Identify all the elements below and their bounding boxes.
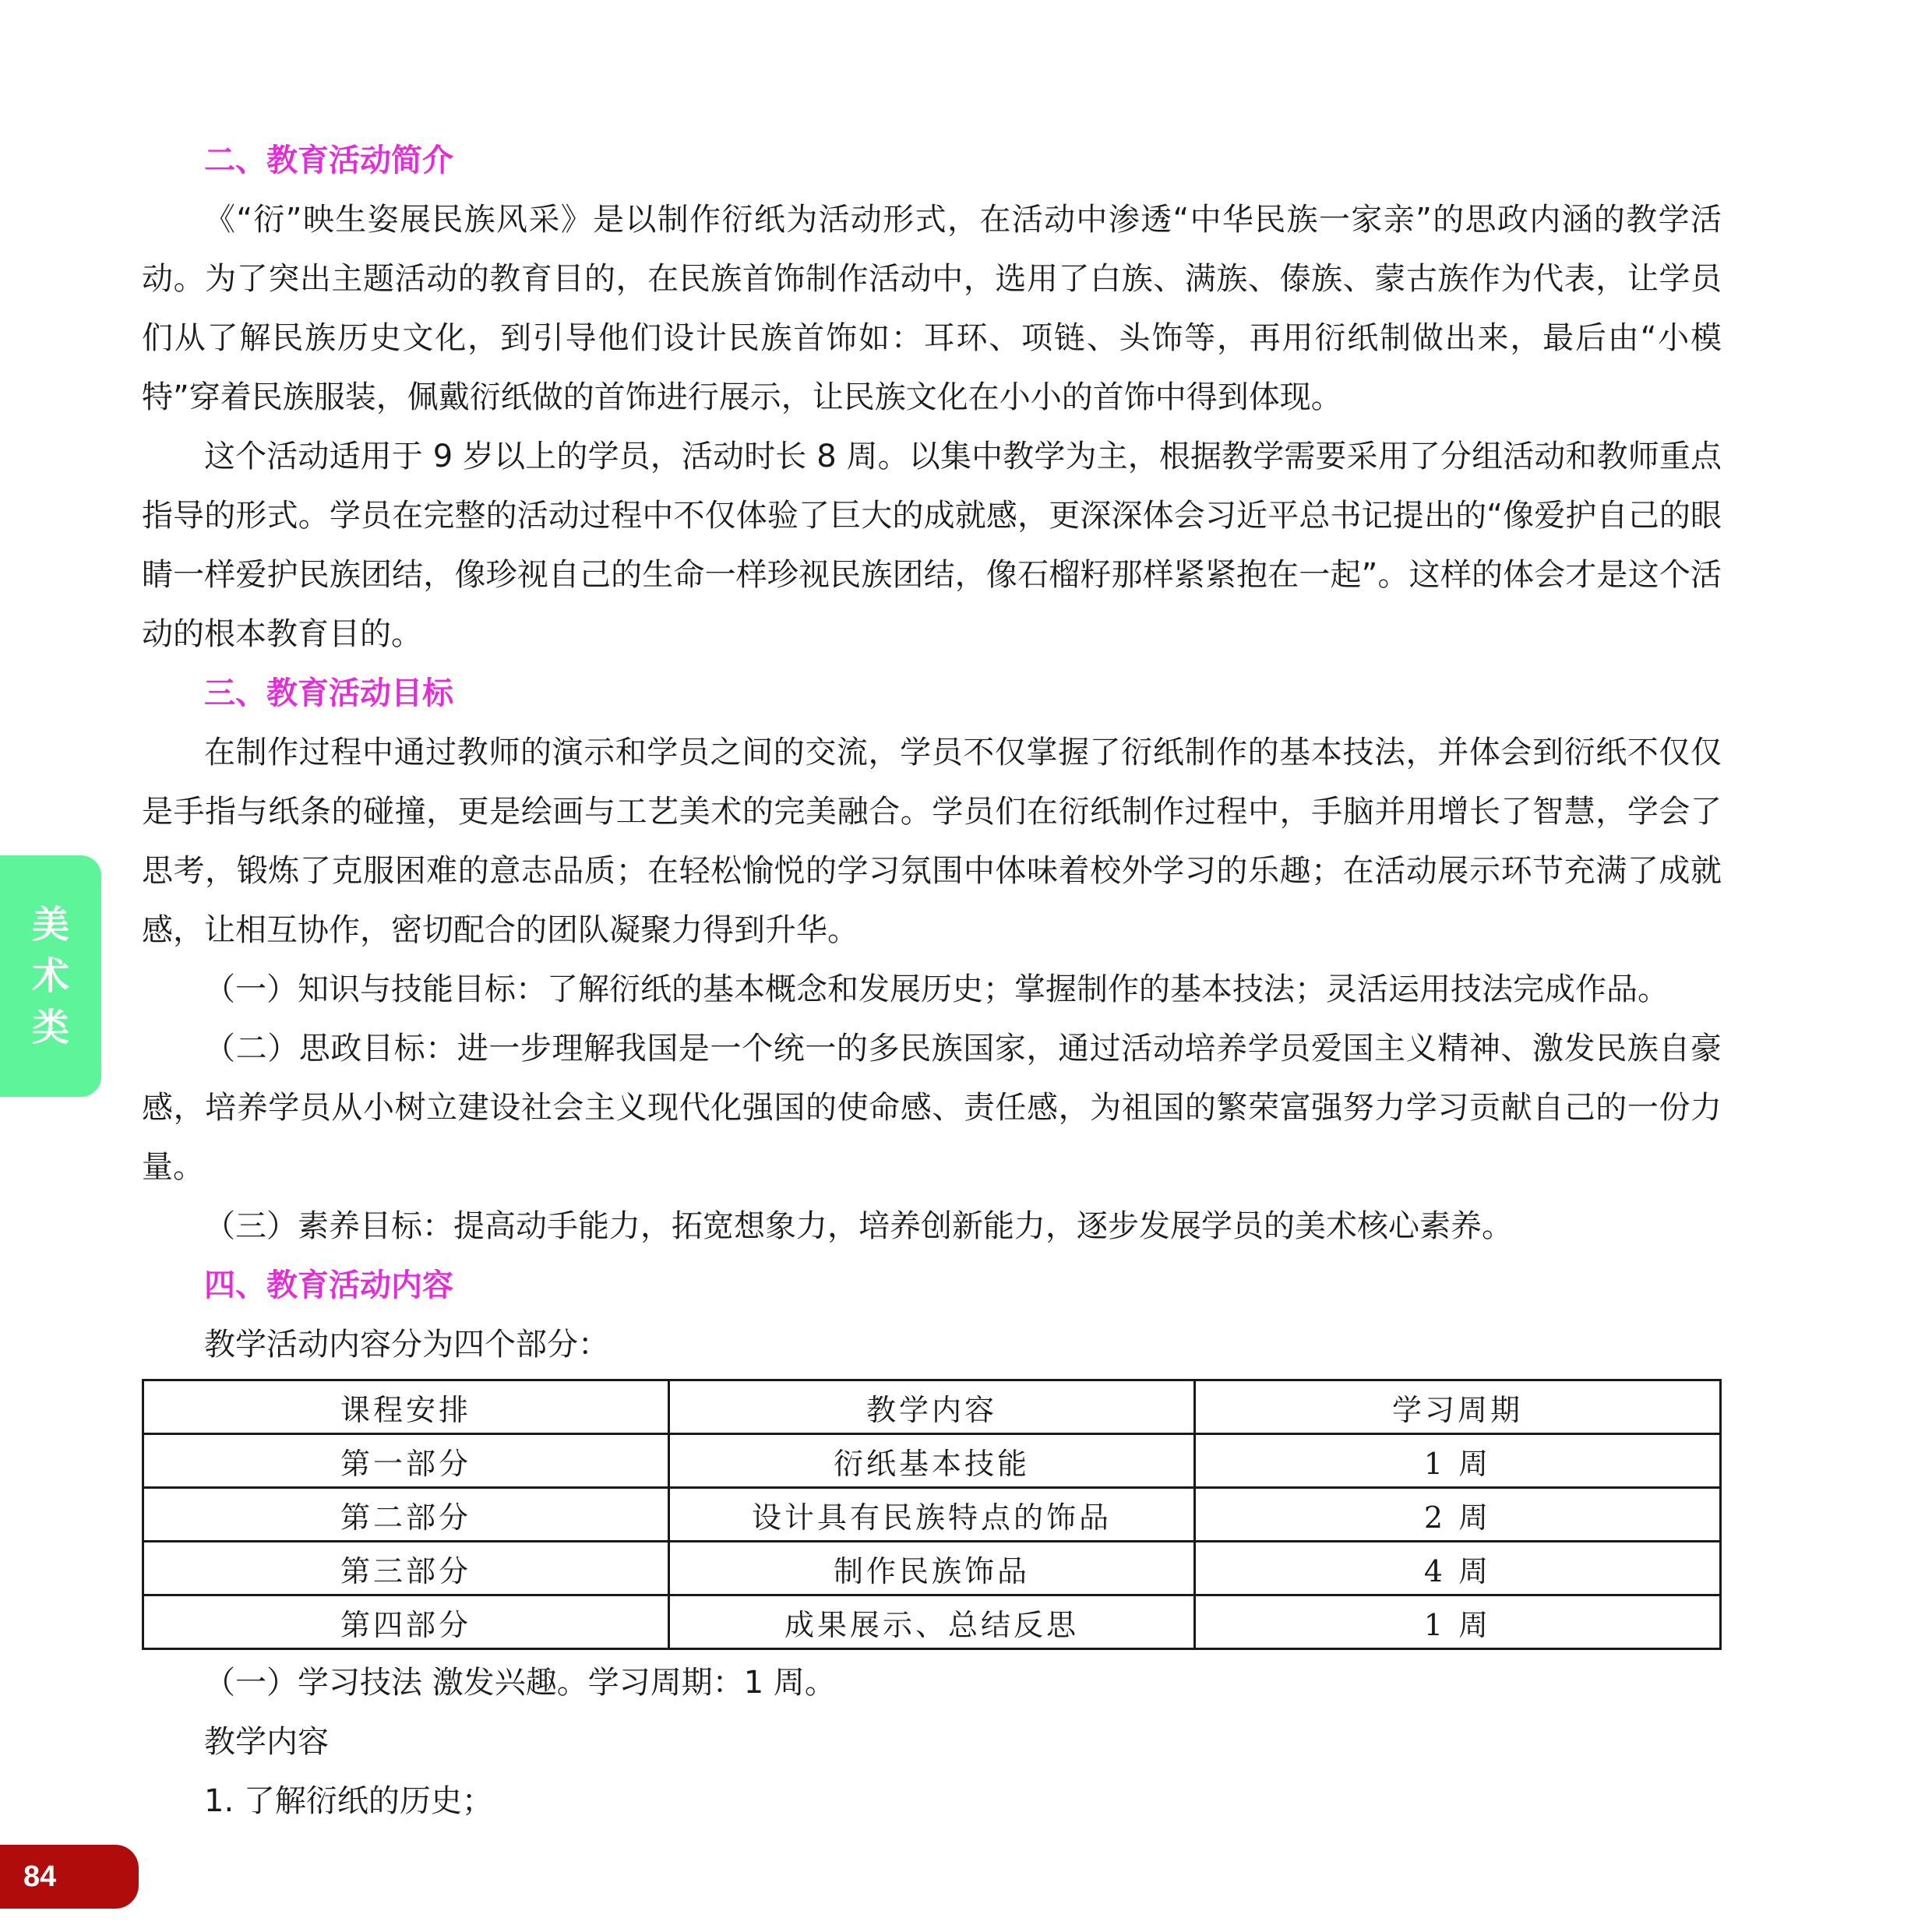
goal-ideology: （二）思政目标：进一步理解我国是一个统一的多民族国家，通过活动培养学员爱国主义精神、激发民族自豪感，培养学员从小树立建设社会主义现代化强国的使命感、责任感，为祖国的繁荣富强努力学习贡献自己的一份力量。 (142, 1031, 1722, 1185)
column-header: 学习周期 (1195, 1380, 1721, 1434)
goal-literacy: （三）素养目标：提高动手能力，拓宽想象力，培养创新能力，逐步发展学员的美术核心素养。 (204, 1208, 1513, 1244)
paragraph: 《“衍”映生姿展民族风采》是以制作衍纸为活动形式，在活动中渗透“中华民族一家亲”的思政内涵的教学活动。为了突出主题活动的教育目的，在民族首饰制作活动中，选用了白族、满族、傣族、蒙古族作为代表，让学员们从了解民族历史文化，到引导他们设计民族首饰如：耳环、项链、头饰等，再用衍纸制做出来，最后由“小模特”穿着民族服装，佩戴衍纸做的首饰进行展示，让民族文化在小小的首饰中得到体现。 (142, 202, 1722, 415)
table-cell: 设计具有民族特点的饰品 (668, 1488, 1194, 1542)
table-cell: 第四部分 (143, 1595, 669, 1649)
table-row (143, 1434, 1721, 1488)
table-cell: 衍纸基本技能 (668, 1434, 1194, 1488)
table-cell: 1 周 (1195, 1595, 1721, 1649)
subsection-label: 教学内容 (204, 1724, 329, 1760)
table-cell: 第二部分 (143, 1488, 669, 1542)
paragraph: 这个活动适用于 9 岁以上的学员，活动时长 8 周。以集中教学为主，根据教学需要采用了分组活动和教师重点指导的形式。学员在完整的活动过程中不仅体验了巨大的成就感，更深深体会习近平总书记提出的“像爱护自己的眼睛一样爱护民族团结，像珍视自己的生命一样珍视民族团结，像石榴籽那样紧紧抱在一起”。这样的体会才是这个活动的根本教育目的。 (142, 439, 1722, 652)
table-cell: 第一部分 (143, 1434, 669, 1488)
goal-knowledge: （一）知识与技能目标：了解衍纸的基本概念和发展历史；掌握制作的基本技法；灵活运用技法完成作品。 (204, 971, 1669, 1007)
section-heading-goals: 三、教育活动目标 (204, 675, 453, 711)
category-side-tab (0, 855, 101, 1097)
column-header: 教学内容 (668, 1380, 1194, 1434)
table-row (143, 1542, 1721, 1595)
table-row (143, 1595, 1721, 1649)
section-heading-content: 四、教育活动内容 (204, 1267, 453, 1303)
table-cell: 2 周 (1195, 1488, 1721, 1542)
column-header: 课程安排 (143, 1380, 669, 1434)
side-tab-char: 术 (31, 954, 69, 998)
section-heading-intro: 二、教育活动简介 (204, 143, 453, 178)
table-cell: 成果展示、总结反思 (668, 1595, 1194, 1649)
table-row (143, 1488, 1721, 1542)
subsection-heading: （一）学习技法 激发兴趣。学习周期：1 周。 (204, 1665, 836, 1701)
page-number-tab (0, 1845, 139, 1909)
paragraph: 在制作过程中通过教师的演示和学员之间的交流，学员不仅掌握了衍纸制作的基本技法，并体会到衍纸不仅仅是手指与纸条的碰撞，更是绘画与工艺美术的完美融合。学员们在衍纸制作过程中，手脑并用增长了智慧，学会了思考，锻炼了克服困难的意志品质；在轻松愉悦的学习氛围中体味着校外学习的乐趣；在活动展示环节充满了成就感，让相互协作，密切配合的团队凝聚力得到升华。 (142, 735, 1722, 948)
table-intro: 教学活动内容分为四个部分： (204, 1327, 609, 1363)
table-cell: 第三部分 (143, 1542, 669, 1595)
table-cell: 制作民族饰品 (668, 1542, 1194, 1595)
table-cell: 4 周 (1195, 1542, 1721, 1595)
page-content (142, 131, 1722, 1831)
table-header-row (143, 1380, 1721, 1434)
table-cell: 1 周 (1195, 1434, 1721, 1488)
schedule-table (142, 1379, 1722, 1650)
list-item: 1. 了解衍纸的历史； (204, 1783, 493, 1819)
side-tab-char: 美 (31, 903, 69, 947)
side-tab-char: 类 (31, 1006, 69, 1049)
page-number: 84 (23, 1860, 57, 1893)
